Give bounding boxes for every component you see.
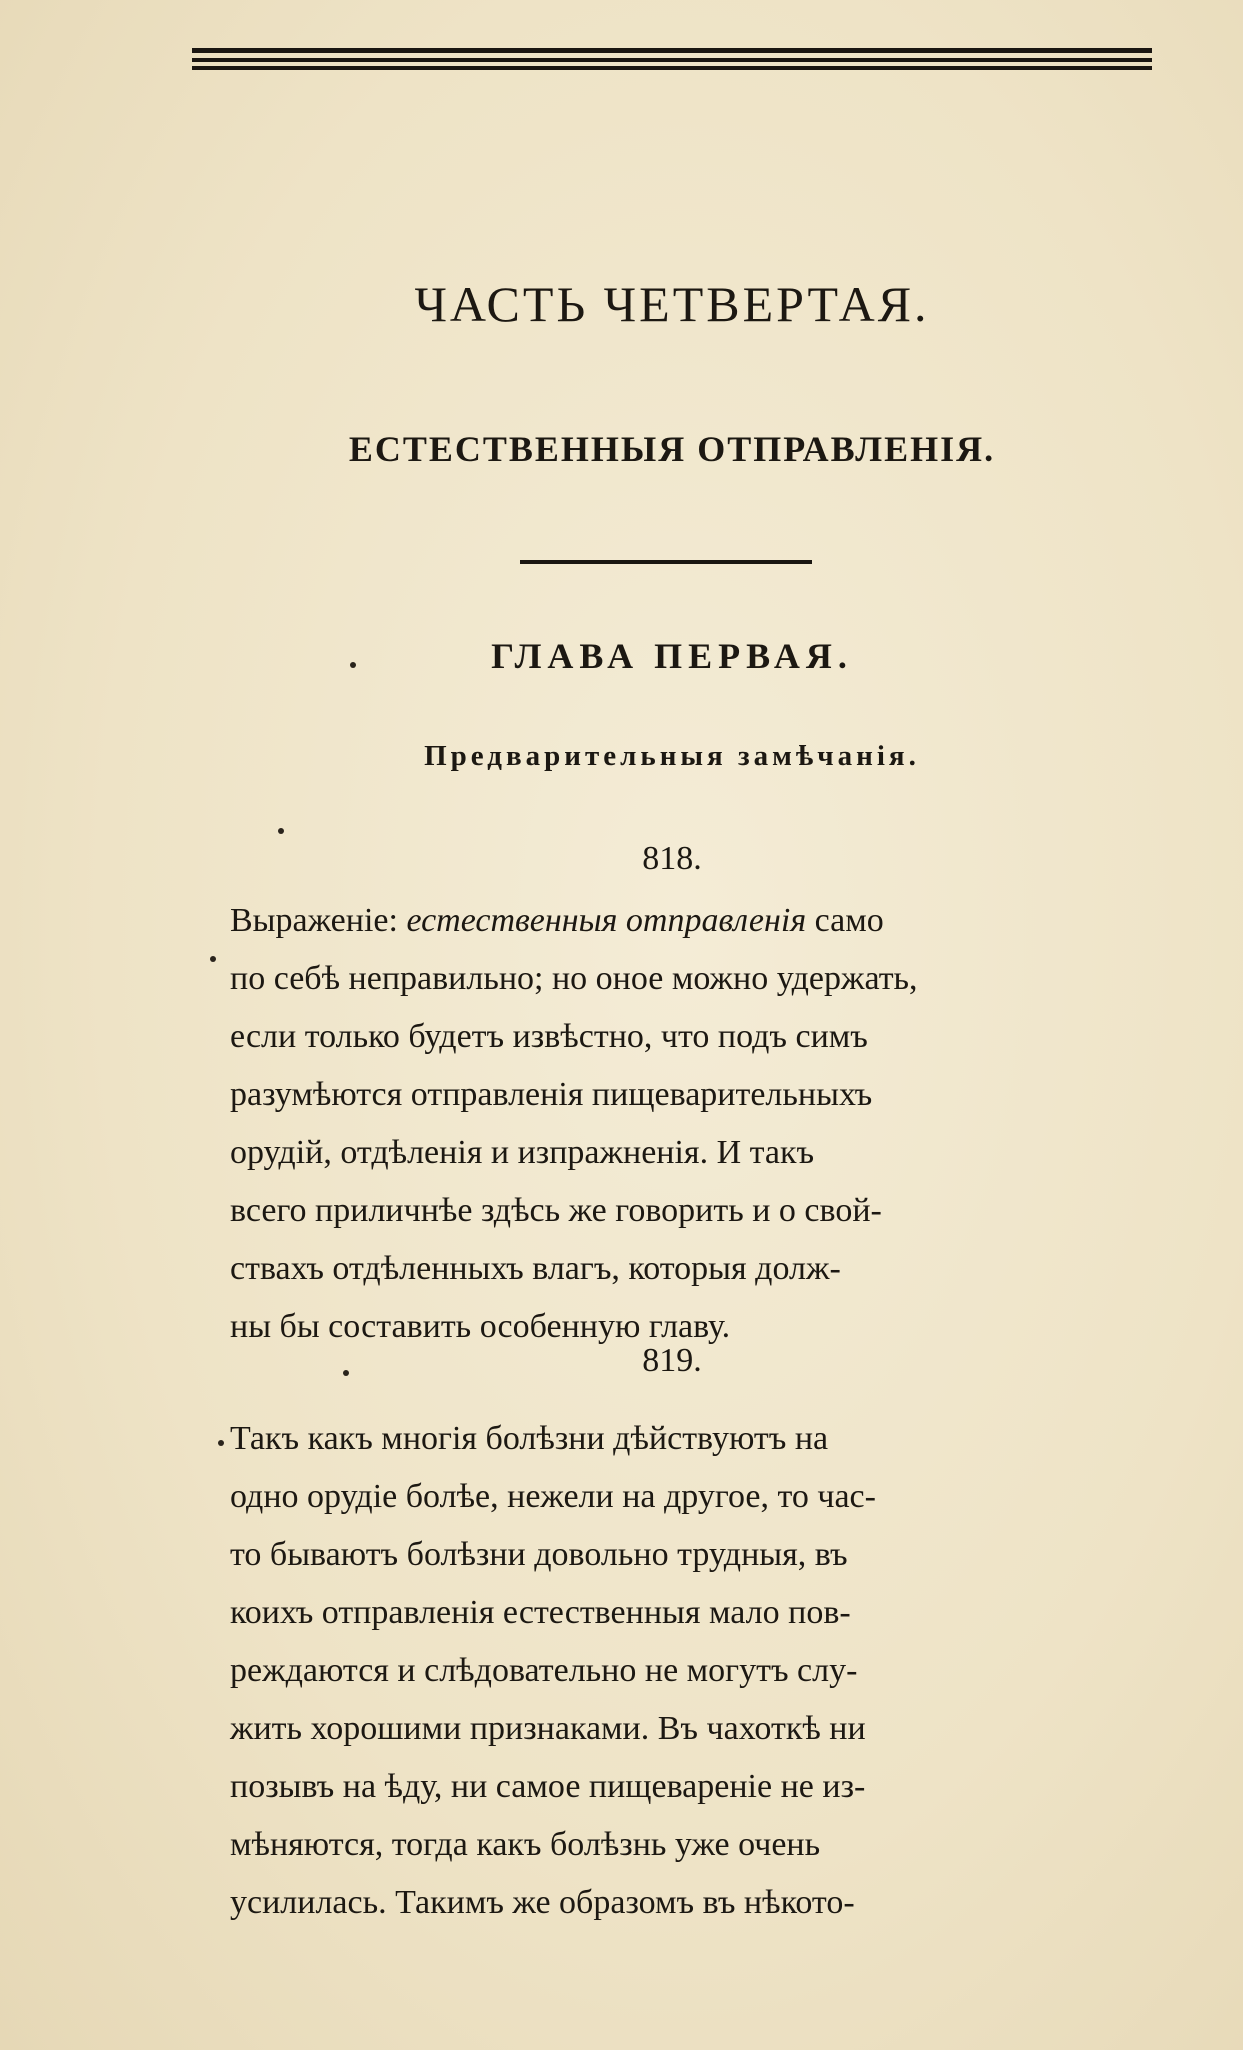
- paragraph-819: [230, 1410, 1130, 1932]
- paragraph-818: [230, 892, 1130, 1356]
- paragraph-line: [230, 892, 1130, 950]
- paragraph-lead-rest: само: [806, 902, 884, 939]
- paragraph-line: коихъ отправленія естественныя мало пов-: [230, 1594, 851, 1631]
- paragraph-line: если только будетъ извѣстно, что подъ симъ: [230, 1018, 868, 1055]
- subject-title: ЕСТЕСТВЕННЫЯ ОТПРАВЛЕНІЯ.: [348, 429, 996, 469]
- paragraph-line: всего приличнѣе здѣсь же говорить и о свой-: [230, 1192, 882, 1229]
- ink-speck: [278, 828, 284, 834]
- paragraph-line: ствахъ отдѣленныхъ влагъ, которыя долж-: [230, 1250, 841, 1287]
- paragraph-number: 818.: [642, 840, 702, 877]
- paragraph-line: разумѣются отправленія пищеварительныхъ: [230, 1076, 873, 1113]
- section-divider: [520, 560, 812, 564]
- ink-speck: [350, 662, 356, 668]
- part-title: ЧАСТЬ ЧЕТВЕРТАЯ.: [414, 276, 930, 332]
- chapter-title: ГЛАВА ПЕРВАЯ.: [491, 636, 853, 676]
- ink-speck: [343, 1370, 349, 1376]
- paragraph-line: по себѣ неправильно; но оное можно удержать,: [230, 960, 918, 997]
- ink-speck: [218, 1440, 224, 1446]
- paragraph-number: 819.: [642, 1342, 702, 1379]
- paragraph-line: реждаются и слѣдовательно не могутъ слу-: [230, 1652, 858, 1689]
- paragraph-line: мѣняются, тогда какъ болѣзнь уже очень: [230, 1826, 821, 1863]
- paragraph-line: позывъ на ѣду, ни самое пищевареніе не из-: [230, 1768, 866, 1805]
- top-double-rule: [192, 48, 1152, 70]
- paragraph-lead: Выраженіе:: [230, 902, 407, 939]
- paragraph-line: одно орудіе болѣе, нежели на другое, то час-: [230, 1478, 876, 1515]
- paragraph-line: жить хорошими признаками. Въ чахоткѣ ни: [230, 1710, 866, 1747]
- paragraph-line: ны бы составить особенную главу.: [230, 1308, 731, 1345]
- ink-speck: [210, 956, 216, 962]
- emphasized-term: естественныя отправленія: [406, 902, 807, 939]
- section-title: Предварительныя замѣчанія.: [424, 740, 920, 772]
- paragraph-line: орудій, отдѣленія и изпражненія. И такъ: [230, 1134, 815, 1171]
- paragraph-line: Такъ какъ многія болѣзни дѣйствуютъ на: [230, 1420, 829, 1457]
- paragraph-line: то бываютъ болѣзни довольно трудныя, въ: [230, 1536, 848, 1573]
- paragraph-line: усилилась. Такимъ же образомъ въ нѣкото-: [230, 1884, 855, 1921]
